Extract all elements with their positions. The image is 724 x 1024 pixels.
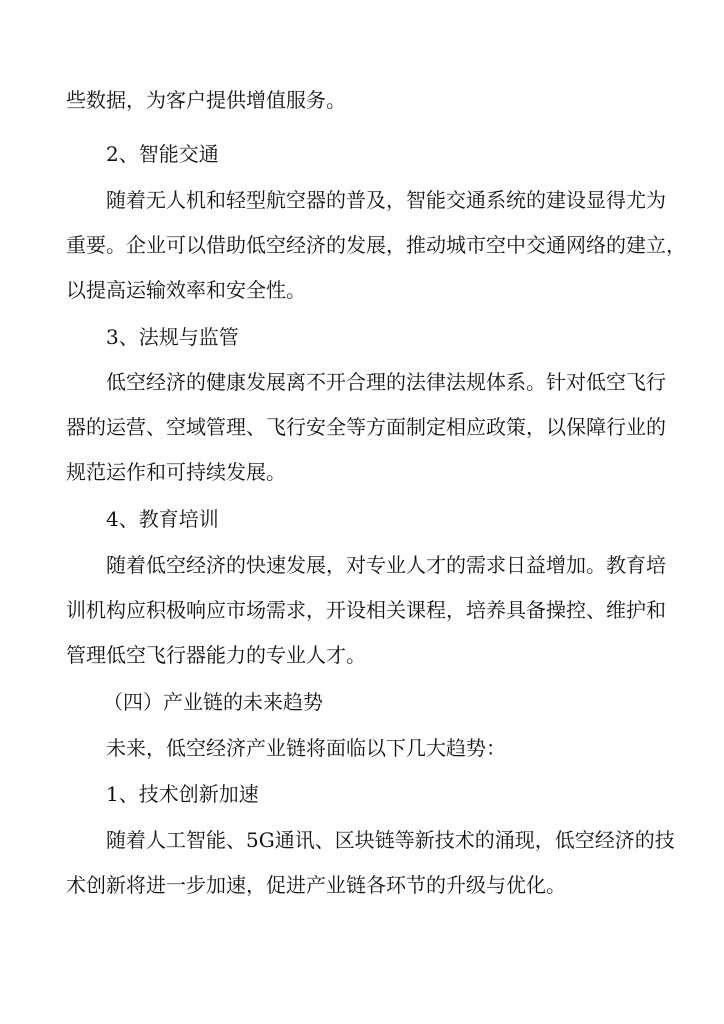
section-heading-regulation: 3、法规与监管: [106, 325, 239, 349]
paragraph-line: 管理低空飞行器能力的专业人才。: [66, 643, 366, 667]
paragraph-line: 未来，低空经济产业链将面临以下几大趋势：: [106, 736, 506, 760]
chapter-heading-future-trends: （四）产业链的未来趋势: [103, 690, 323, 714]
paragraph-line: 随着无人机和轻型航空器的普及，智能交通系统的建设显得尤为: [106, 188, 666, 212]
paragraph-line: 随着低空经济的快速发展，对专业人才的需求日益增加。教育培: [106, 553, 666, 577]
paragraph-line: 训机构应积极响应市场需求，开设相关课程，培养具备操控、维护和: [66, 598, 666, 622]
section-heading-smart-transport: 2、智能交通: [106, 142, 219, 166]
paragraph-line: 以提高运输效率和安全性。: [66, 278, 306, 302]
section-heading-education: 4、教育培训: [106, 507, 219, 531]
paragraph-line: 低空经济的健康发展离不开合理的法律法规体系。针对低空飞行: [106, 370, 666, 394]
paragraph-line: 规范运作和可持续发展。: [66, 460, 286, 484]
paragraph-line: 重要。企业可以借助低空经济的发展，推动城市空中交通网络的建立，: [66, 233, 686, 257]
paragraph-line: 器的运营、空域管理、飞行安全等方面制定相应政策，以保障行业的: [66, 415, 666, 439]
paragraph-line: 随着人工智能、5G通讯、区块链等新技术的涌现，低空经济的技: [106, 828, 675, 852]
paragraph-line: 些数据，为客户提供增值服务。: [66, 88, 346, 112]
section-heading-tech-innovation: 1、技术创新加速: [106, 782, 259, 806]
paragraph-line: 术创新将进一步加速，促进产业链各环节的升级与优化。: [66, 873, 566, 897]
